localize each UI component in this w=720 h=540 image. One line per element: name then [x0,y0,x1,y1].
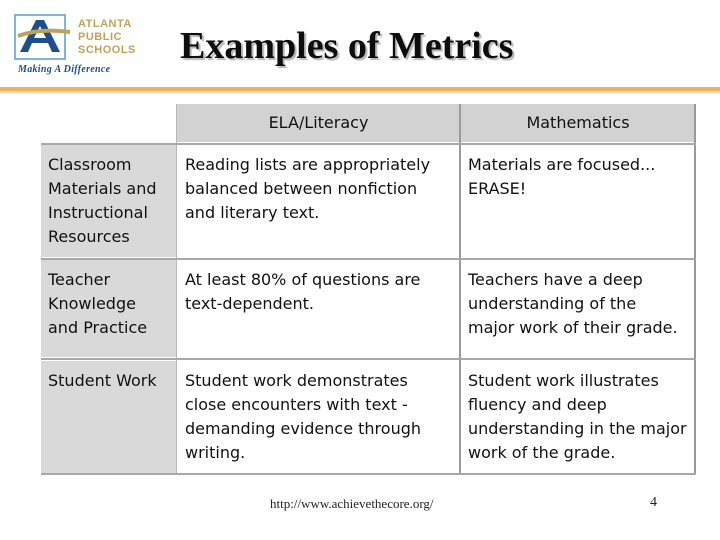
aps-logo [14,14,146,76]
slide-title: Examples of Metrics [180,25,514,67]
cell-text-line: ERASE! [468,179,527,198]
cell-text-line: Reading lists are appropriately [185,155,431,174]
row-divider [41,358,696,360]
cell-math-classroom-materials [460,145,696,257]
row-divider [41,258,696,260]
cell-text-line: writing. [185,443,246,462]
table-right-border [694,104,696,473]
logo-tagline: Making A Difference [18,64,111,75]
cell-text-line: demanding evidence through [185,419,422,438]
cell-text-line: At least 80% of questions are [185,270,421,289]
cell-math-student-work [460,361,696,473]
cell-text-line: close encounters with text - [185,395,408,414]
cell-math-teacher-knowledge [460,260,696,357]
cell-text-line: work of the grade. [468,443,616,462]
cell-text-line: Materials are focused... [468,155,656,174]
cell-text-line: understanding in the major [468,419,687,438]
row-label-line: Instructional [48,203,148,222]
row-label-line: Knowledge [48,294,136,313]
column-divider [176,104,177,473]
cell-text-line: fluency and deep [468,395,607,414]
row-header-teacher-knowledge [41,260,177,357]
logo-word-public: PUBLIC [78,31,122,43]
row-label-line: and Practice [48,318,148,337]
cell-ela-classroom-materials [177,145,460,257]
cell-text-line: Student work demonstrates [185,371,408,390]
cell-text-line: Student work illustrates [468,371,659,390]
row-header-student-work [41,361,177,473]
row-label-line: Student Work [48,371,157,390]
column-header-math [460,104,696,142]
row-label-line: Classroom [48,155,132,174]
cell-text-line: major work of their grade. [468,318,678,337]
row-divider [41,143,696,145]
cell-text-line: understanding of the [468,294,637,313]
aps-logo-mark-icon [14,14,74,64]
footer-url: http://www.achievethecore.org/ [270,496,434,511]
page-number: 4 [650,495,657,510]
cell-text-line: text-dependent. [185,294,314,313]
row-label-line: Resources [48,227,130,246]
column-header-math-label: Mathematics [526,113,630,132]
cell-ela-student-work [177,361,460,473]
cell-ela-teacher-knowledge [177,260,460,357]
cell-text-line: Teachers have a deep [468,270,643,289]
logo-word-atlanta: ATLANTA [78,18,132,30]
header-rule-shadow [0,91,720,93]
column-header-ela-label: ELA/Literacy [268,113,369,132]
column-divider [459,104,461,473]
row-header-classroom-materials [41,145,177,257]
cell-text-line: balanced between nonfiction [185,179,418,198]
cell-text-line: and literary text. [185,203,320,222]
table-bottom-border [41,473,696,475]
column-header-ela [177,104,460,142]
logo-word-schools: SCHOOLS [78,44,136,56]
row-label-line: Teacher [48,270,111,289]
row-label-line: Materials and [48,179,157,198]
